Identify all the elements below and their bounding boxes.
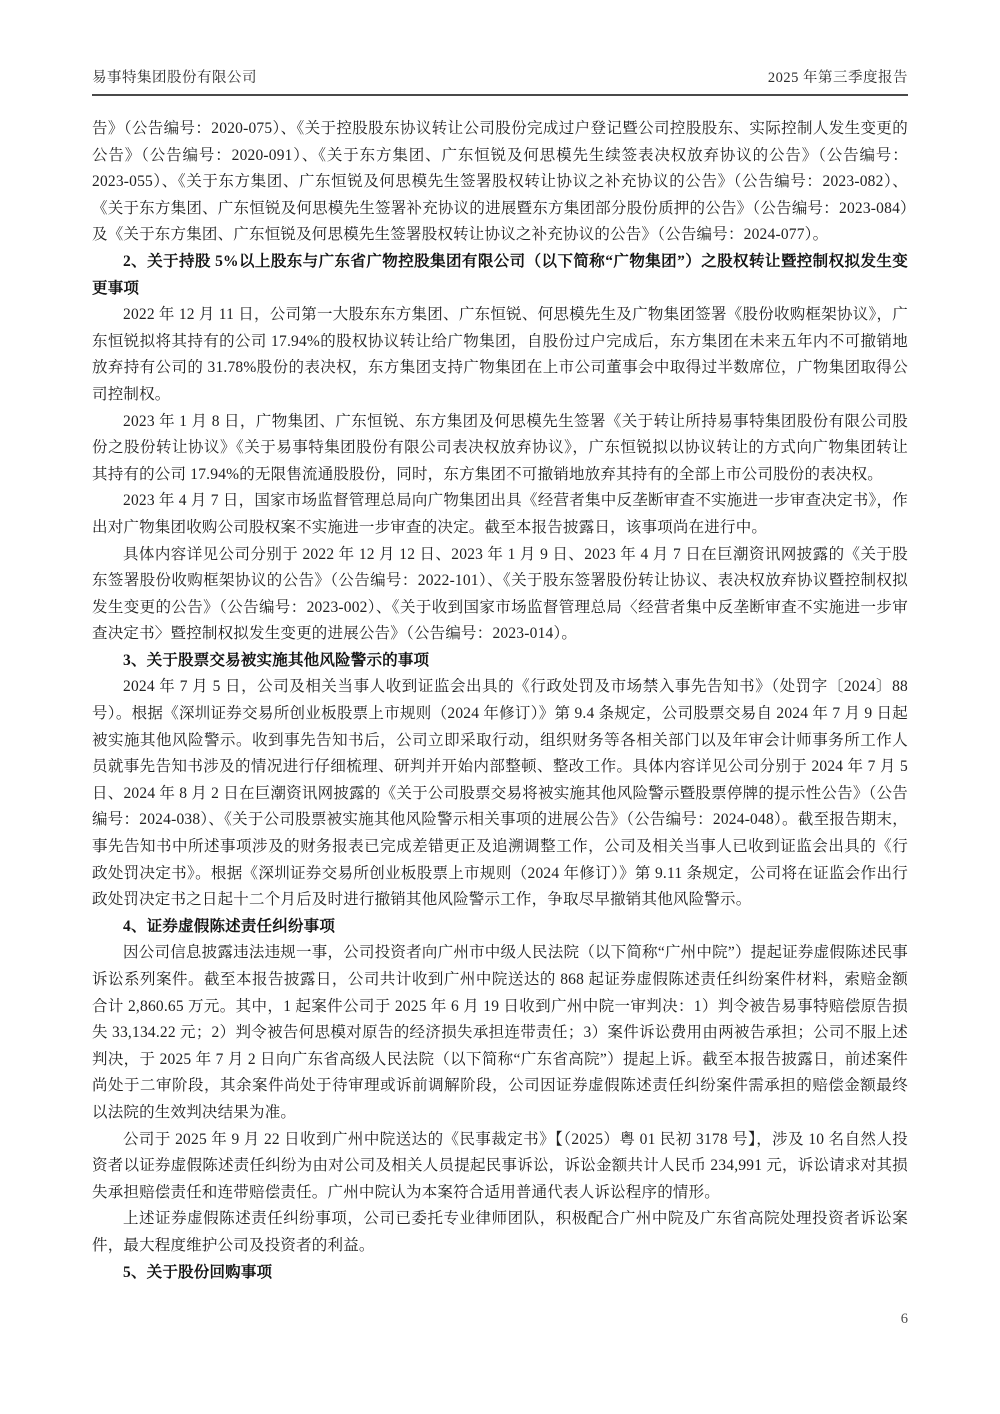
section-heading-4: 4、证券虚假陈述责任纠纷事项 (123, 917, 336, 935)
paragraph: 因公司信息披露违法违规一事，公司投资者向广州市中级人民法院（以下简称“广州中院”）提起证券虚假陈述民事诉讼系列案件。截至本报告披露日，公司共计收到广州中院送达的 868 起证券虚假陈述责任纠纷案件材料，索赔金额合计 2,860.65 万元。其中，1 起案件公司于 2025 年 6 月 19 日收到广州中院一审判决：1）判令被告易事特赔偿原告损失 33,134.22 元；2）判令被告何思模对原告的经济损失承担连带责任；3）案件诉讼费用由两被告承担；公司不服上述判决，于 2025 年 7 月 2 日向广东省高级人民法院（以下简称“广东省高院”）提起上诉。截至本报告披露日，前述案件尚处于二审阶段，其余案件尚处于待审理或诉前调解阶段，公司因证券虚假陈述责任纠纷案件需承担的赔偿金额最终以法院的生效判决结果为准。 (92, 944, 908, 1121)
paragraph: 2022 年 12 月 11 日，公司第一大股东东方集团、广东恒锐、何思模先生及广物集团签署《股份收购框架协议》，广东恒锐拟将其持有的公司 17.94%的股权协议转让给广物集团，自股份过户完成后，东方集团在未来五年内不可撤销地放弃持有公司的 31.78%股份的表决权，东方集团支持广物集团在上市公司董事会中取得过半数席位，广物集团取得公司控制权。 (92, 306, 908, 403)
paragraph: 2023 年 4 月 7 日，国家市场监督管理总局向广物集团出具《经营者集中反垄断审查不实施进一步审查决定书》，作出对广物集团收购公司股权案不实施进一步审查的决定。截至本报告披露日，该事项尚在进行中。 (92, 492, 908, 536)
section-heading-5: 5、关于股份回购事项 (123, 1263, 273, 1281)
page-footer (901, 1311, 908, 1328)
header-company-name: 易事特集团股份有限公司 (92, 70, 257, 86)
paragraph: 2024 年 7 月 5 日，公司及相关当事人收到证监会出具的《行政处罚及市场禁入事先告知书》（处罚字〔2024〕88 号）。根据《深圳证券交易所创业板股票上市规则（2024 年修订）》第 9.4 条规定，公司股票交易自 2024 年 7 月 9 日起被实施其他风险警示。收到事先告知书后，公司立即采取行动，组织财务等各相关部门以及年审会计师事务所工作人员就事先告知书涉及的情况进行仔细梳理、研判并开始内部整顿、整改工作。具体内容详见公司分别于 2024 年 7 月 5 日、2024 年 8 月 2 日在巨潮资讯网披露的《关于公司股票交易将被实施其他风险警示暨股票停牌的提示性公告》（公告编号：2024-038）、《关于公司股票被实施其他风险警示相关事项的进展公告》（公告编号：2024-048）。截至报告期末，事先告知书中所述事项涉及的财务报表已完成差错更正及追溯调整工作，公司及相关当事人已收到证监会出具的《行政处罚决定书》。根据《深圳证券交易所创业板股票上市规则（2024 年修订）》第 9.11 条规定，公司将在证监会作出行政处罚决定书之日起十二个月后及时进行撤销其他风险警示工作，争取尽早撤销其他风险警示。 (92, 678, 909, 909)
page-header (92, 66, 908, 96)
document-body (92, 116, 908, 1286)
paragraph: 上述证券虚假陈述责任纠纷事项，公司已委托专业律师团队，积极配合广州中院及广东省高院处理投资者诉讼案件，最大程度维护公司及投资者的利益。 (92, 1210, 908, 1254)
section-heading-3: 3、关于股票交易被实施其他风险警示的事项 (123, 651, 430, 669)
page-number: 6 (900, 1311, 908, 1327)
header-report-title: 2025 年第三季度报告 (767, 70, 908, 86)
paragraph-continuation: 告》（公告编号：2020-075）、《关于控股股东协议转让公司股份完成过户登记暨公司控股股东、实际控制人发生变更的公告》（公告编号：2020-091）、《关于东方集团、广东恒锐及何思模先生续签表决权放弃协议的公告》（公告编号：2023-055）、《关于东方集团、广东恒锐及何思模先生签署股权转让协议之补充协议的公告》（公告编号：2023-082）、《关于东方集团、广东恒锐及何思模先生签署补充协议的进展暨东方集团部分股份质押的公告》（公告编号：2023-084）及《关于东方集团、广东恒锐及何思模先生签署股权转让协议之补充协议的公告》（公告编号：2024-077）。 (92, 120, 908, 244)
paragraph: 2023 年 1 月 8 日，广物集团、广东恒锐、东方集团及何思模先生签署《关于转让所持易事特集团股份有限公司股份之股份转让协议》《关于易事特集团股份有限公司表决权放弃协议》，广东恒锐拟以协议转让的方式向广物集团转让其持有的公司 17.94%的无限售流通股股份，同时，东方集团不可撤销地放弃其持有的全部上市公司股份的表决权。 (92, 412, 908, 483)
section-heading-2: 2、关于持股 5%以上股东与广东省广物控股集团有限公司（以下简称“广物集团”）之股权转让暨控制权拟发生变更事项 (92, 252, 908, 297)
paragraph: 公司于 2025 年 9 月 22 日收到广州中院送达的《民事裁定书》【（2025）粤 01 民初 3178 号】，涉及 10 名自然人投资者以证券虚假陈述责任纠纷为由对公司及相关人员提起民事诉讼，诉讼金额共计人民币 234,991 元，诉讼请求对其损失承担赔偿责任和连带赔偿责任。广州中院认为本案符合适用普通代表人诉讼程序的情形。 (92, 1130, 908, 1201)
paragraph: 具体内容详见公司分别于 2022 年 12 月 12 日、2023 年 1 月 9 日、2023 年 4 月 7 日在巨潮资讯网披露的《关于股东签署股份收购框架协议的公告》（公告编号：2022-101）、《关于股东签署股份转让协议、表决权放弃协议暨控制权拟发生变更的公告》（公告编号：2023-002）、《关于收到国家市场监督管理总局〈经营者集中反垄断审查不实施进一步审查决定书〉暨控制权拟发生变更的进展公告》（公告编号：2023-014）。 (92, 545, 908, 643)
